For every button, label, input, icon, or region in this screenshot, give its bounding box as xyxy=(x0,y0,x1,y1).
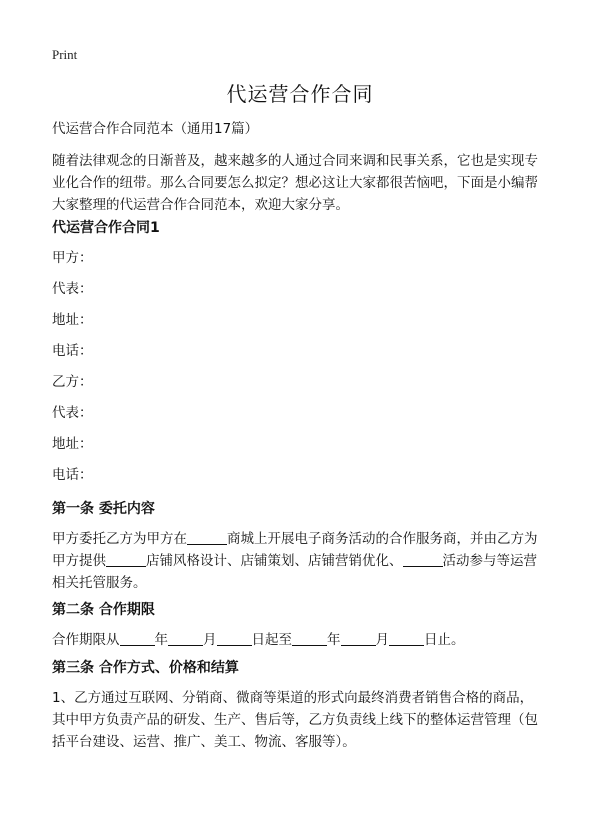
blank-field xyxy=(106,552,146,567)
party-a-label: 甲方： xyxy=(52,250,93,266)
article-text: 月 xyxy=(203,632,217,648)
article-text: 日起至 xyxy=(251,632,292,648)
blank-field xyxy=(292,631,327,646)
article-text: 年 xyxy=(327,632,341,648)
blank-field xyxy=(217,631,252,646)
intro-line: 随着法律观念的日渐普及，越来越多的人通过合同来调和民事关系，它也是实现专 xyxy=(52,153,538,169)
intro-paragraph xyxy=(52,150,552,216)
article-text: 甲方提供 xyxy=(52,553,106,569)
article-text: 月 xyxy=(375,632,389,648)
party-b-phone-label: 电话： xyxy=(52,467,93,483)
article-text: 年 xyxy=(154,632,168,648)
article-text: 合作期限从 xyxy=(52,632,120,648)
intro-line: 大家整理的代运营合作合同范本，欢迎大家分享。 xyxy=(52,197,349,213)
blank-field xyxy=(403,552,443,567)
party-b-address-label: 地址： xyxy=(52,436,93,452)
article-3-heading: 第三条 合作方式、价格和结算 xyxy=(52,660,239,676)
article-1-line-1 xyxy=(52,528,538,550)
article-2-heading: 第二条 合作期限 xyxy=(52,602,155,618)
article-3-line: 1、乙方通过互联网、分销商、微商等渠道的形式向最终消费者销售合格的商品， xyxy=(52,690,534,706)
article-text: 甲方委托乙方为甲方在 xyxy=(52,531,187,547)
intro-line: 业化合作的纽带。那么合同要怎么拟定？想必这让大家都很苦恼吧，下面是小编帮 xyxy=(52,175,538,191)
article-3-paragraph xyxy=(52,687,552,753)
blank-field xyxy=(168,631,203,646)
article-text: 店铺风格设计、店铺策划、店铺营销优化、 xyxy=(146,553,403,569)
article-3-line: 其中甲方负责产品的研发、生产、售后等，乙方负责线上线下的整体运营管理（包 xyxy=(52,712,538,728)
blank-field xyxy=(341,631,376,646)
article-1-line-3: 相关托管服务。 xyxy=(52,575,147,591)
blank-field xyxy=(389,631,424,646)
print-link[interactable]: Print xyxy=(52,47,78,62)
article-3-line: 括平台建设、运营、推广、美工、物流、客服等）。 xyxy=(52,734,356,750)
contract-heading: 代运营合作合同1 xyxy=(52,220,160,236)
party-a-address-label: 地址： xyxy=(52,312,93,328)
article-text: 活动参与等运营 xyxy=(442,553,537,569)
party-b-representative-label: 代表： xyxy=(52,405,93,421)
article-text: 商城上开展电子商务活动的合作服务商，并由乙方为 xyxy=(227,531,538,547)
party-a-representative-label: 代表： xyxy=(52,281,93,297)
document-title: 代运营合作合同 xyxy=(226,82,374,106)
blank-field xyxy=(120,631,155,646)
article-2-period-line xyxy=(52,629,465,651)
document-subtitle: 代运营合作合同范本（通用17篇） xyxy=(52,121,259,137)
article-1-line-2 xyxy=(52,550,537,572)
party-b-label: 乙方： xyxy=(52,374,93,390)
article-1-heading: 第一条 委托内容 xyxy=(52,501,155,517)
blank-field xyxy=(187,530,227,545)
party-a-phone-label: 电话： xyxy=(52,343,93,359)
article-text: 日止。 xyxy=(424,632,465,648)
